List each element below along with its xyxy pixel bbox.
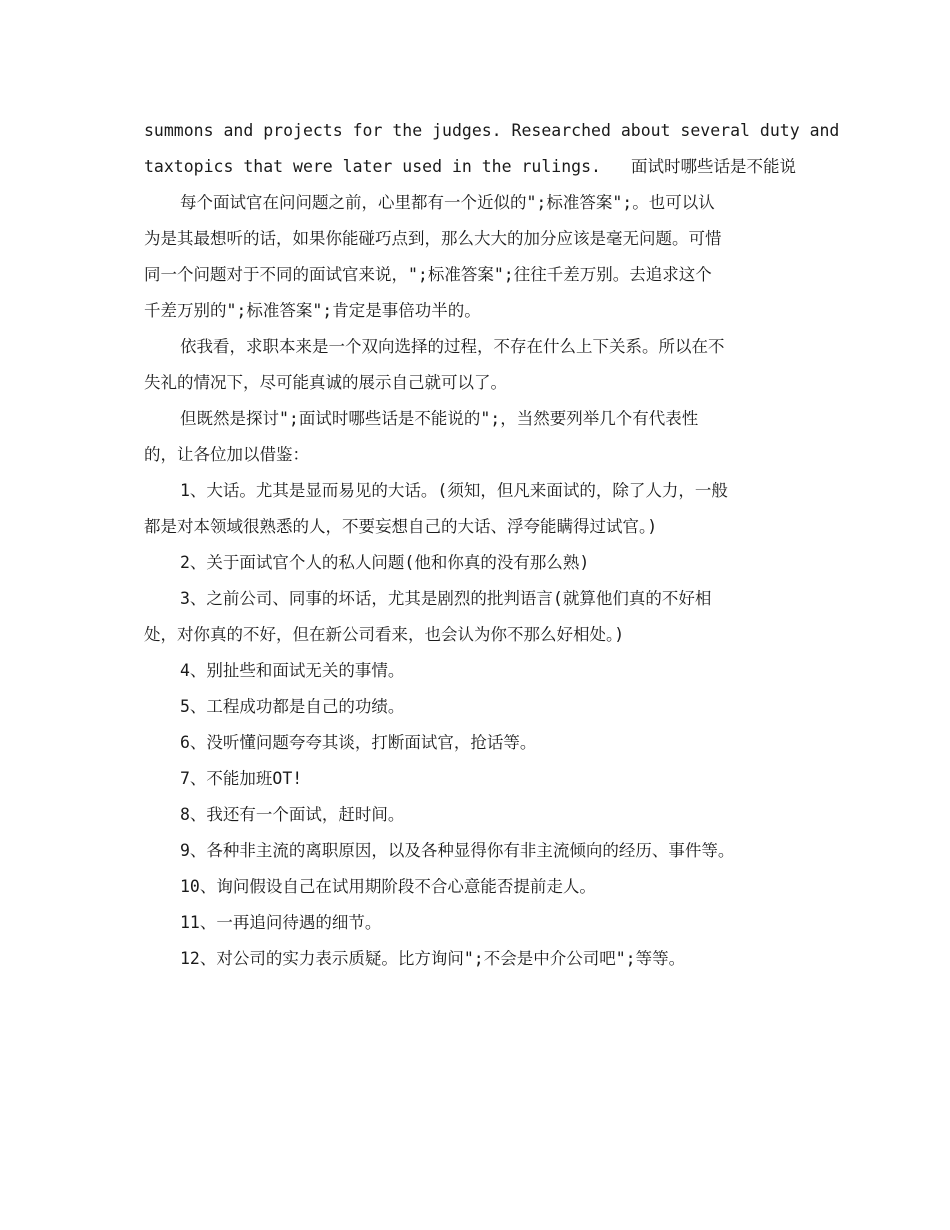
list-item-continuation: 处，对你真的不好，但在新公司看来，也会认为你不那么好相处。) [144,625,625,644]
list-item: 6、没听懂问题夸夸其谈，打断面试官，抢话等。 [180,733,537,752]
paragraph-line: 依我看，求职本来是一个双向选择的过程，不存在什么上下关系。所以在不 [180,337,725,356]
paragraph-line: 但既然是探讨";面试时哪些话是不能说的";，当然要列举几个有代表性 [180,409,699,428]
text-line-main: taxtopics that were later used in the rulings. [144,157,601,176]
list-item: 2、关于面试官个人的私人问题(他和你真的没有那么熟) [180,553,590,572]
list-item-continuation: 都是对本领域很熟悉的人，不要妄想自己的大话、浮夸能瞒得过试官。) [144,517,658,536]
list-item: 3、之前公司、同事的坏话，尤其是剧烈的批判语言(就算他们真的不好相 [180,589,712,608]
paragraph-line: 同一个问题对于不同的面试官来说，";标准答案";往往千差万别。去追求这个 [144,265,712,284]
list-item: 8、我还有一个面试，赶时间。 [180,805,405,824]
list-item: 1、大话。尤其是显而易见的大话。(须知，但凡来面试的，除了人力，一般 [180,481,728,500]
paragraph-line: 每个面试官在问问题之前，心里都有一个近似的";标准答案";。也可以认 [180,193,715,212]
list-item: 10、询问假设自己在试用期阶段不合心意能否提前走人。 [180,877,596,896]
list-item: 4、别扯些和面试无关的事情。 [180,661,405,680]
list-item: 11、一再追问待遇的细节。 [180,913,382,932]
paragraph-line: 为是其最想听的话，如果你能碰巧点到，那么大大的加分应该是毫无问题。可惜 [144,229,722,248]
paragraph-line: 失礼的情况下，尽可能真诚的展示自己就可以了。 [144,373,507,392]
section-heading-inline: 面试时哪些话是不能说 [630,157,796,176]
list-item: 7、不能加班OT! [180,769,303,788]
list-item: 5、工程成功都是自己的功绩。 [180,697,405,716]
list-item: 12、对公司的实力表示质疑。比方询问";不会是中介公司吧";等等。 [180,949,686,968]
text-line: summons and projects for the judges. Researched about several duty and [144,121,840,140]
text-line [144,149,800,185]
paragraph-line: 的，让各位加以借鉴： [144,445,309,464]
document-body [144,113,840,977]
list-item: 9、各种非主流的离职原因，以及各种显得你有非主流倾向的经历、事件等。 [180,841,735,860]
paragraph-line: 千差万别的";标准答案";肯定是事倍功半的。 [144,301,481,320]
